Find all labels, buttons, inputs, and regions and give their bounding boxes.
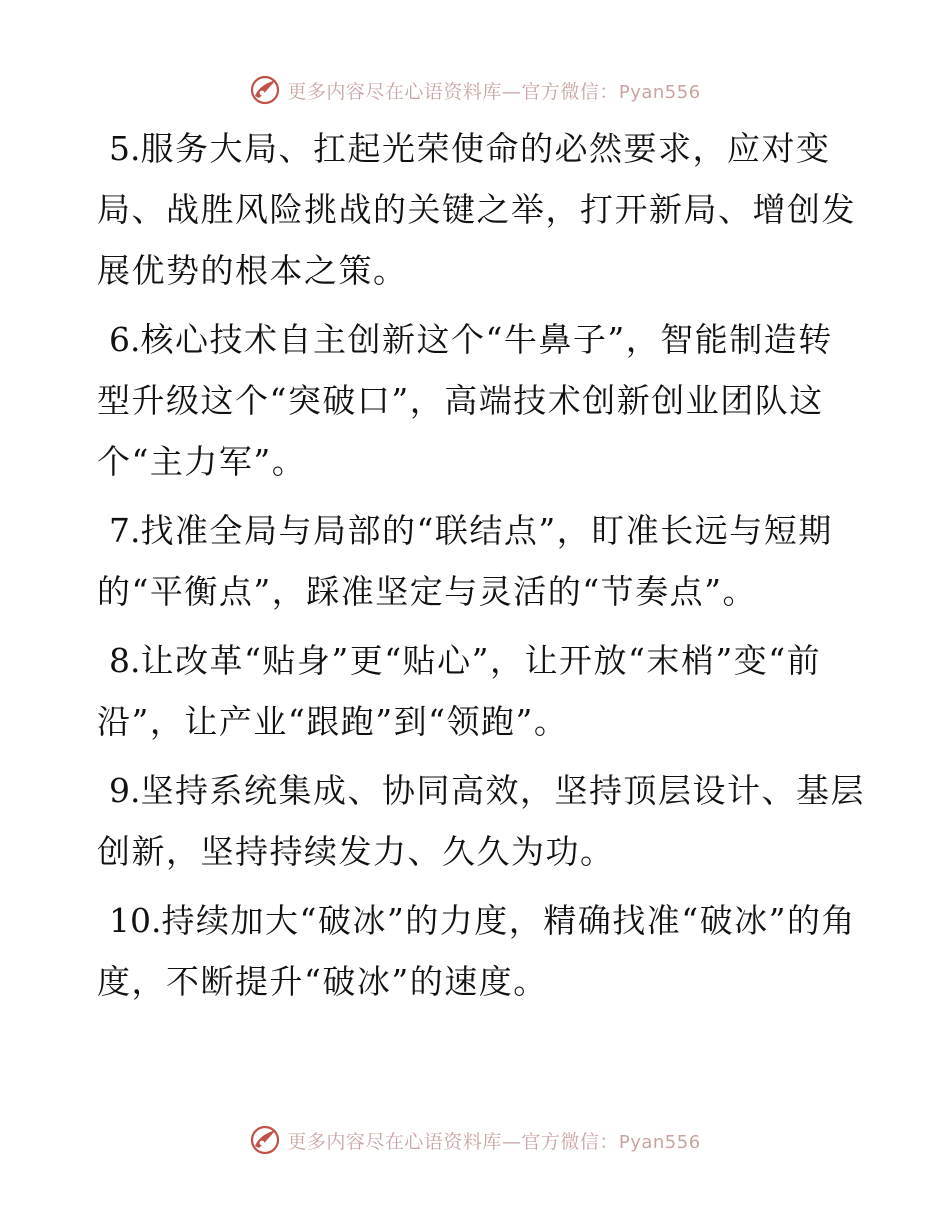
list-item xyxy=(97,118,867,301)
list-item xyxy=(97,760,867,882)
item-number: 9. xyxy=(109,771,141,810)
footer-banner xyxy=(0,1120,950,1160)
header-banner xyxy=(0,70,950,110)
list-item xyxy=(97,630,867,752)
header-wechat-id: Pyan556 xyxy=(618,81,701,103)
item-number: 6. xyxy=(109,320,141,359)
item-text: 持续加大“破冰”的力度，精确找准“破冰”的角度，不断提升“破冰”的速度。 xyxy=(97,901,856,1001)
list-item xyxy=(97,309,867,492)
item-number: 5. xyxy=(109,129,141,168)
item-number: 7. xyxy=(109,511,141,550)
pen-circle-logo-icon xyxy=(249,1124,281,1156)
header-slogan: 更多内容尽在心语资料库—官方微信： xyxy=(287,80,619,103)
item-text: 让改革“贴身”更“贴心”，让开放“末梢”变“前沿”，让产业“跟跑”到“领跑”。 xyxy=(97,641,822,741)
list-item xyxy=(97,890,867,1012)
footer-slogan: 更多内容尽在心语资料库—官方微信： xyxy=(287,1130,619,1153)
item-text: 服务大局、扛起光荣使命的必然要求，应对变局、战胜风险挑战的关键之举，打开新局、增创发展优势的根本之策。 xyxy=(97,129,856,290)
header-text xyxy=(287,77,700,104)
list-item xyxy=(97,500,867,622)
footer-text xyxy=(287,1127,700,1154)
item-text: 找准全局与局部的“联结点”，盯准长远与短期的“平衡点”，踩准坚定与灵活的“节奏点”。 xyxy=(97,511,833,611)
document-body xyxy=(97,118,867,1020)
footer-wechat-id: Pyan556 xyxy=(618,1131,701,1153)
item-text: 坚持系统集成、协同高效，坚持顶层设计、基层创新，坚持持续发力、久久为功。 xyxy=(97,771,865,871)
pen-circle-logo-icon xyxy=(249,74,281,106)
item-text: 核心技术自主创新这个“牛鼻子”，智能制造转型升级这个“突破口”，高端技术创新创业团队这个“主力军”。 xyxy=(97,320,833,481)
item-number: 8. xyxy=(109,641,141,680)
item-number: 10. xyxy=(109,901,162,940)
